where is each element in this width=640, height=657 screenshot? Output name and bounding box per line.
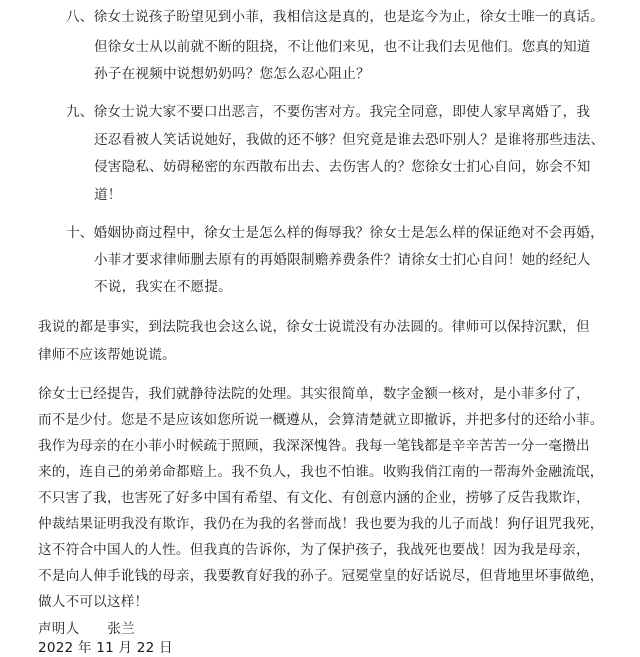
item-10-line-2: 小菲才要求律师删去原有的再婚限制赡养费条件？请徐女士扪心自问！她的经纪人: [94, 252, 591, 268]
item-8-line-2: 但徐女士从以前就不断的阻挠，不让他们来见，也不让我们去见他们。您真的知道: [94, 39, 591, 55]
paragraph-2-line-5: 不只害了我，也害死了好多中国有希望、有文化、有创意内涵的企业，捞够了反告我欺诈，: [38, 490, 590, 506]
item-9-line-3: 侵害隐私、妨碍秘密的东西散布出去、去伤害人的？您徐女士扪心自问，妳会不知: [94, 159, 591, 175]
paragraph-2-line-7: 这不符合中国人的人性。但我真的告诉你，为了保护孩子，我战死也要战！因为我是母亲，: [38, 542, 590, 558]
paragraph-2-line-6: 仲裁结果证明我没有欺诈，我仍在为我的名誉而战！我也要为我的儿子而战！狗仔诅咒我死，: [38, 516, 604, 532]
paragraph-2-line-8: 不是向人伸手讹钱的母亲，我要教育好我的孙子。冠冕堂皇的好话说尽，但背地里坏事做绝，: [38, 568, 604, 584]
item-9-line-2: 还忍看被人笑话说她好，我做的还不够？但究竟是谁去恐吓别人？是谁将那些违法、: [94, 132, 605, 148]
item-9-line-1: 九、徐女士说大家不要口出恶言，不要伤害对方。我完全同意，即使人家早离婚了，我: [66, 104, 591, 120]
paragraph-2-line-4: 来的，连自己的弟弟命都赔上。我不负人，我也不怕谁。收购我俏江南的一帮海外金融流氓，: [38, 464, 604, 480]
paragraph-2-line-3: 我作为母亲的在小菲小时候疏于照顾，我深深愧咎。我每一笔钱都是辛辛苦苦一分一毫攒出: [38, 438, 590, 454]
paragraph-2-line-1: 徐女士已经提告，我们就静待法院的处理。其实很简单，数字金额一核对，是小菲多付了，: [38, 386, 590, 402]
paragraph-1-line-1: 我说的都是事实，到法院我也会这么说，徐女士说谎没有办法圆的。律师可以保持沉默，但: [38, 319, 590, 335]
paragraph-2-line-2: 而不是少付。您是不是应该如您所说一概遵从，会算清楚就立即撤诉，并把多付的还给小菲。: [38, 412, 604, 428]
item-8-line-1: 八、徐女士说孩子盼望见到小菲，我相信这是真的，也是迄今为止，徐女士唯一的真话。: [66, 9, 604, 25]
item-8-number: 八、: [66, 9, 94, 25]
paragraph-2-line-9: 做人不可以这样！: [38, 594, 149, 610]
signature-label: 声明人: [38, 621, 80, 637]
item-8-line-3: 孙子在视频中说想奶奶吗？您怎么忍心阻止？: [94, 66, 370, 82]
statement-date: 2022 年 11 月 22 日: [38, 640, 173, 656]
item-9-number: 九、: [66, 104, 94, 120]
item-9-line-4: 道！: [94, 187, 122, 203]
item-10-line-1: 十、婚姻协商过程中，徐女士是怎么样的侮辱我？徐女士是怎么样的保证绝对不会再婚，: [66, 225, 604, 241]
signature-line: [38, 620, 135, 638]
paragraph-1-line-2: 律师不应该帮她说谎。: [38, 347, 176, 363]
item-10-number: 十、: [66, 225, 94, 241]
signature-name: 张兰: [107, 621, 135, 637]
item-10-line-3: 不说，我实在不愿提。: [94, 279, 232, 295]
